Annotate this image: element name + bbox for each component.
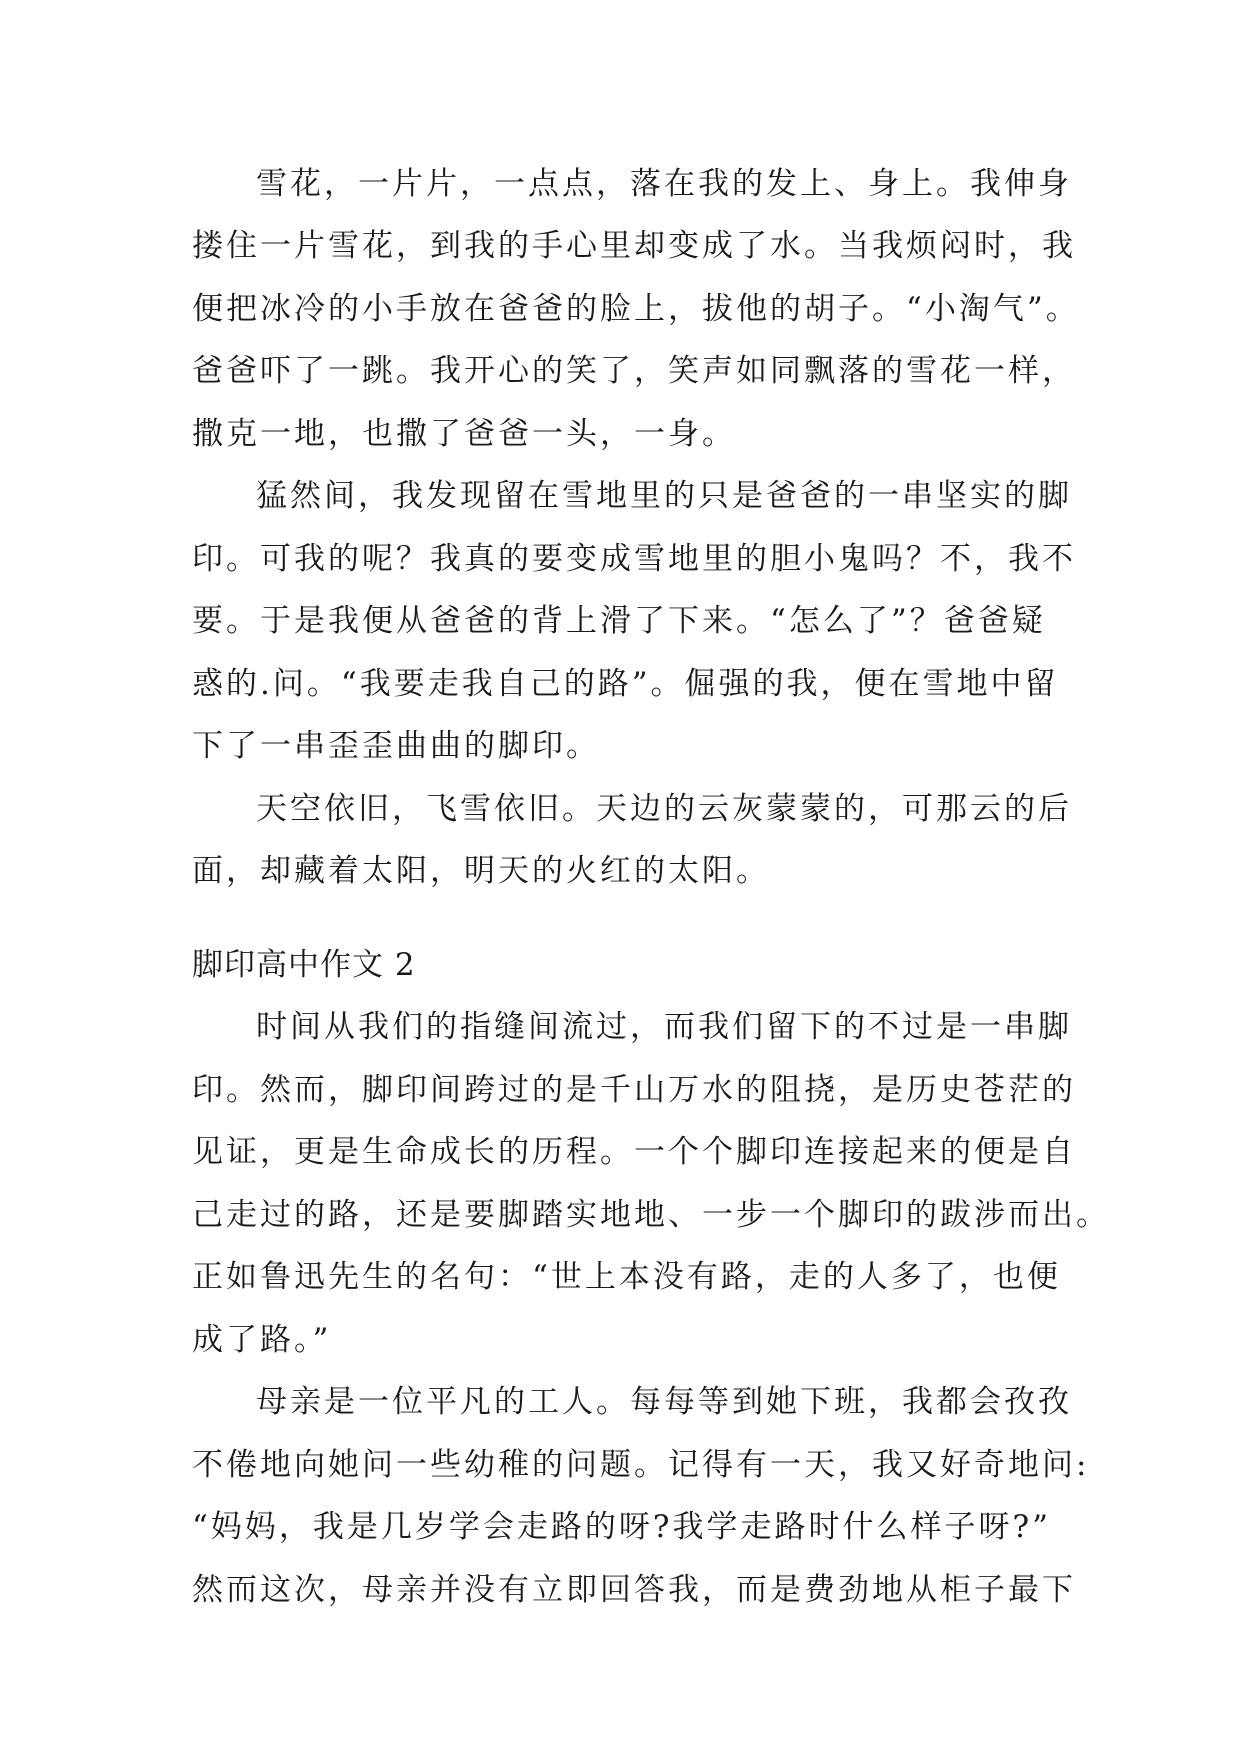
paragraph-line: 雪花，一片片，一点点，落在我的发上、身上。我伸身 <box>256 166 1072 202</box>
paragraph-line: 猛然间，我发现留在雪地里的只是爸爸的一串坚实的脚 <box>256 478 1072 514</box>
paragraph-line: 爸爸吓了一跳。我开心的笑了，笑声如同飘落的雪花一样， <box>192 353 1076 389</box>
paragraph-line: 印。然而，脚印间跨过的是千山万水的阻挠，是历史苍茫的 <box>192 1072 1076 1108</box>
paragraph-line: 时间从我们的指缝间流过，而我们留下的不过是一串脚 <box>256 1009 1072 1045</box>
paragraph-line: 己走过的路，还是要脚踏实地地、一步一个脚印的跋涉而出。 <box>192 1197 1110 1233</box>
paragraph-line: 然而这次，母亲并没有立即回答我，而是费劲地从柜子最下 <box>192 1572 1076 1608</box>
paragraph-line: 天空依旧，飞雪依旧。天边的云灰蒙蒙的，可那云的后 <box>256 791 1072 827</box>
paragraph-line: 见证，更是生命成长的历程。一个个脚印连接起来的便是自 <box>192 1134 1076 1170</box>
paragraph-line: 搂住一片雪花，到我的手心里却变成了水。当我烦闷时，我 <box>192 228 1076 264</box>
section-heading: 脚印高中作文 2 <box>192 947 416 983</box>
paragraph-line: 印。可我的呢？我真的要变成雪地里的胆小鬼吗？不，我不 <box>192 541 1076 577</box>
paragraph-line: 不倦地向她问一些幼稚的问题。记得有一天，我又好奇地问: <box>192 1447 1090 1483</box>
paragraph-line: 撒克一地，也撒了爸爸一头，一身。 <box>192 416 736 452</box>
paragraph-line: 惑的.问。“我要走我自己的路”。倔强的我，便在雪地中留 <box>192 666 1059 702</box>
paragraph-line: 下了一串歪歪曲曲的脚印。 <box>192 728 600 764</box>
paragraph-line: 面，却藏着太阳，明天的火红的太阳。 <box>192 853 770 889</box>
paragraph-line: “妈妈，我是几岁学会走路的呀?我学走路时什么样子呀?” <box>192 1509 1051 1545</box>
paragraph-line: 成了路。” <box>192 1322 332 1358</box>
paragraph-line: 母亲是一位平凡的工人。每每等到她下班，我都会孜孜 <box>256 1384 1072 1420</box>
paragraph-line: 正如鲁迅先生的名句：“世上本没有路，走的人多了，也便 <box>192 1259 1061 1295</box>
paragraph-line: 便把冰冷的小手放在爸爸的脸上，拔他的胡子。“小淘气”。 <box>192 291 1080 327</box>
paragraph-line: 要。于是我便从爸爸的背上滑了下来。“怎么了”？爸爸疑 <box>192 603 1046 639</box>
